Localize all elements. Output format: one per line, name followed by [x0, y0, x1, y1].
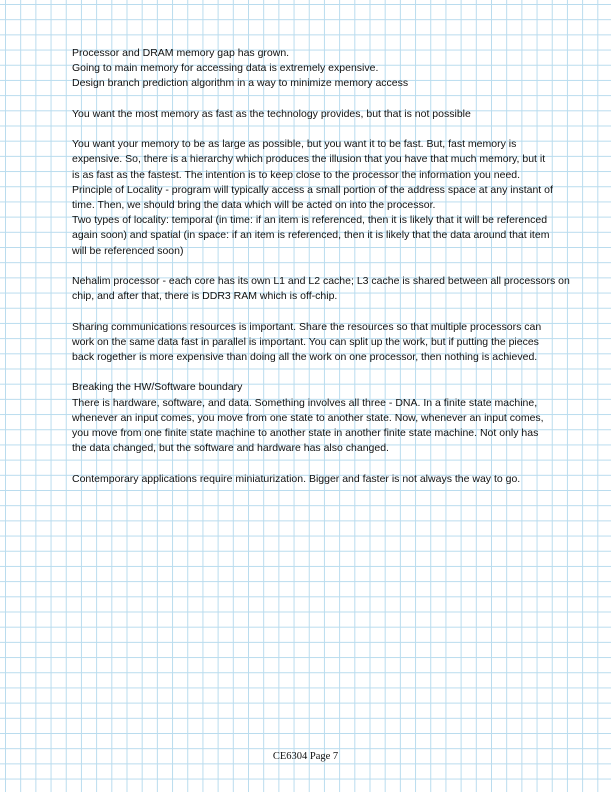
text-line: You want your memory to be as large as possible, but you want it to be fast. But, fast memory is: [72, 138, 517, 151]
text-line: expensive. So, there is a hierarchy which produces the illusion that you have that much memory, but it: [72, 153, 546, 166]
text-line: Nehalim processor - each core has its own L1 and L2 cache; L3 cache is shared between all processors on: [72, 275, 570, 287]
text-line: is as fast as the fastest. The intention is to keep close to the processor the information you need.: [72, 168, 521, 181]
text-line: will be referenced soon): [72, 244, 184, 257]
text-line: whenever an input comes, you move from one state to another state. Now, whenever an input comes,: [72, 411, 544, 424]
text-line: Contemporary applications require miniaturization. Bigger and faster is not always the way to go.: [72, 472, 521, 485]
paragraph-sharing: [72, 320, 552, 366]
paragraph-memory-gap: [72, 46, 552, 92]
text-line: Principle of Locality - program will typically access a small portion of the address space at any instant of: [72, 183, 553, 196]
text-line: You want the most memory as fast as the technology provides, but that is not possible: [72, 107, 471, 120]
text-line: work on the same data fast in parallel is important. You can split up the work, but if putting the pieces: [72, 335, 539, 348]
text-line: Two types of locality: temporal (in time: if an item is referenced, then it is likely that it will be referenced: [72, 214, 548, 227]
paragraph-hw-software-boundary: [72, 380, 552, 456]
text-line: you move from one finite state machine to another state in another finite state machine. Not only has: [72, 427, 539, 439]
text-line: back rogether is more expensive than doing all the work on one processor, then nothing is achieved.: [72, 351, 538, 363]
section-heading: Breaking the HW/Software boundary: [72, 381, 243, 394]
paragraph-hierarchy-locality: [72, 137, 552, 259]
text-line: Going to main memory for accessing data is extremely expensive.: [72, 62, 379, 75]
text-line: Design branch prediction algorithm in a way to minimize memory access: [72, 77, 409, 90]
text-line: the data changed, but the software and hardware has also changed.: [72, 442, 389, 455]
page-footer: CE6304 Page 7: [272, 751, 339, 762]
text-line: There is hardware, software, and data. Something involves all three - DNA. In a finite state machine,: [72, 396, 538, 409]
text-line: time. Then, we should bring the data which will be acted on into the processor.: [72, 199, 436, 211]
paragraph-nehalim: [72, 274, 570, 304]
paragraph-memory-wish: [72, 107, 552, 122]
text-line: Sharing communications resources is important. Share the resources so that multiple processors can: [72, 320, 542, 333]
paragraph-miniaturization: [72, 472, 552, 487]
text-line: again soon) and spatial (in space: if an item is referenced, then it is likely that the data around that item: [72, 229, 550, 242]
page-content: [72, 46, 570, 502]
text-line: Processor and DRAM memory gap has grown.: [72, 47, 290, 59]
text-line: chip, and after that, there is DDR3 RAM which is off-chip.: [72, 290, 338, 303]
